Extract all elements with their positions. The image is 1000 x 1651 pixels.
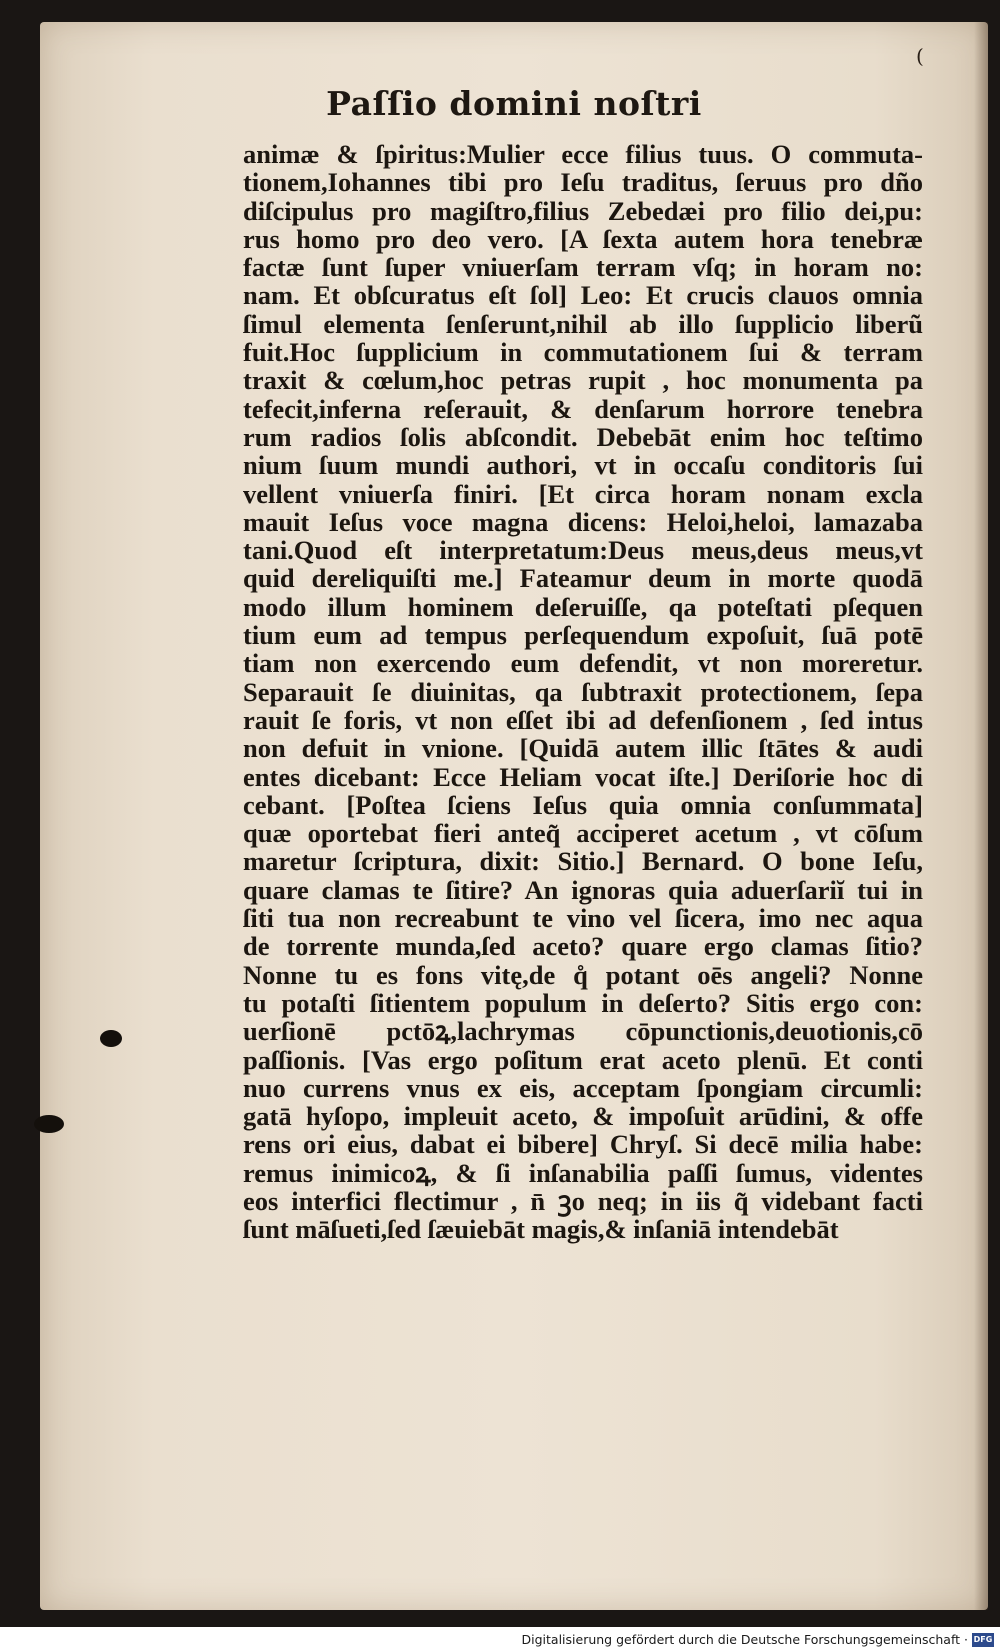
text-line: rens ori eius, dabat ei bibere] Chryſ. Si decē milia habe: xyxy=(243,1129,923,1160)
text-line: rauit ſe foris, vt non eſſet ibi ad defenſionem , ſed intus xyxy=(243,704,923,735)
ink-blot-upper xyxy=(100,1030,122,1047)
text-line: tani.Quod eſt interpretatum:Deus meus,deus meus,vt xyxy=(243,535,923,566)
text-line: rus homo pro deo vero. [A ſexta autem hora tenebræ xyxy=(243,223,923,254)
text-line: factæ ſunt ſuper vniuerſam terram vſq; in horam no: xyxy=(243,252,923,283)
text-line: gatā hyſopo, impleuit aceto, & impoſuit arūdini, & offe xyxy=(243,1101,923,1132)
text-line: diſcipulus pro magiſtro,filius Zebedæi pro filio dei,pu: xyxy=(243,195,923,226)
text-line: remus inimicoꝝ, & ſi inſanabilia paſſi ſumus, videntes xyxy=(243,1157,923,1188)
folio-mark: ( xyxy=(916,44,924,68)
text-line: fuit.Hoc ſupplicium in commutationem ſui & terram xyxy=(243,337,923,368)
text-line: nium ſuum mundi authori, vt in occaſu conditoris ſui xyxy=(243,450,923,481)
text-line: tionem,Iohannes tibi pro Ieſu traditus, ſeruus pro dño xyxy=(243,167,923,198)
text-line: non defuit in vnione. [Quidā autem illic ſtātes & audi xyxy=(243,733,923,764)
text-line: paſſionis. [Vas ergo poſitum erat aceto plenū. Et conti xyxy=(243,1044,923,1075)
text-line: traxit & cœlum,hoc petras rupit , hoc monumenta pa xyxy=(243,365,923,396)
text-line: tefecit,inferna reſerauit, & denſarum horrore tenebra xyxy=(243,393,923,424)
body-text xyxy=(243,140,923,1244)
text-line: ſiti tua non recreabunt te vino vel ſicera, imo nec aqua xyxy=(243,903,923,934)
text-line: mauit Ieſus voce magna dicens: Heloi,heloi, lamazaba xyxy=(243,506,923,537)
text-line: Nonne tu es fons vitę,de q̊ potant oēs angeli? Nonne xyxy=(243,959,923,990)
dfg-logo: DFG xyxy=(972,1633,994,1647)
text-line: ſimul elementa ſenſerunt,nihil ab illo ſupplicio liberũ xyxy=(243,308,923,339)
text-line: quare clamas te ſitire? An ignoras quia aduerſariĭ tui in xyxy=(243,874,923,905)
book-page xyxy=(40,22,988,1610)
text-line: eos interfici flectimur , n̄ ꝫo neq; in iis q̃ videbant facti xyxy=(243,1185,923,1216)
text-line: quæ oportebat fieri anteq̃ acciperet acetum , vt cōſum xyxy=(243,818,923,849)
text-line: tu potaſti ſitientem populum in deſerto? Sitis ergo con: xyxy=(243,987,923,1018)
page-edge-shadow xyxy=(974,22,988,1610)
text-line: animæ & ſpiritus:Mulier ecce filius tuus. O commuta‑ xyxy=(243,139,923,169)
running-head: Paſſio domini noſtri xyxy=(326,84,702,123)
text-line: entes dicebant: Ecce Heliam vocat iſte.] Deriſorie hoc di xyxy=(243,761,923,792)
text-line: cebant. [Poſtea ſciens Ieſus quia omnia conſummata] xyxy=(243,789,923,820)
text-line: nuo currens vnus ex eis, acceptam ſpongiam circumli: xyxy=(243,1072,923,1103)
text-line: ſunt māſueti,ſed ſæuiebāt magis,& inſaniā intendebāt xyxy=(243,1214,839,1245)
text-line: Separauit ſe diuinitas, qa ſubtraxit protectionem, ſepa xyxy=(243,676,923,707)
text-line: modo illum hominem deſeruiſſe, qa poteſtati pſequen xyxy=(243,591,923,622)
text-line: vellent vniuerſa finiri. [Et circa horam nonam excla xyxy=(243,478,923,509)
text-line: rum radios ſolis abſcondit. Debebāt enim hoc teſtimo xyxy=(243,421,923,452)
text-line: de torrente munda,ſed aceto? quare ergo clamas ſitio? xyxy=(243,931,923,962)
text-line: tiam non exercendo eum defendit, vt non moreretur. xyxy=(243,648,923,679)
text-line: uerſionē pctōꝝ,lachrymas cōpunctionis,deuotionis,cō xyxy=(243,1016,923,1047)
text-line: maretur ſcriptura, dixit: Sitio.] Bernard. O bone Ieſu, xyxy=(243,846,923,877)
text-line: nam. Et obſcuratus eſt ſol] Leo: Et crucis clauos omnia xyxy=(243,280,923,311)
digitization-credit: Digitalisierung gefördert durch die Deutsche Forschungsgemeinschaft · xyxy=(521,1632,968,1647)
ink-blot-lower xyxy=(34,1115,64,1133)
text-line: tium eum ad tempus perſequendum expoſuit, ſuā potē xyxy=(243,620,923,651)
text-line: quid dereliquiſti me.] Fateamur deum in morte quodā xyxy=(243,563,923,594)
footer-bar xyxy=(0,1627,1000,1651)
